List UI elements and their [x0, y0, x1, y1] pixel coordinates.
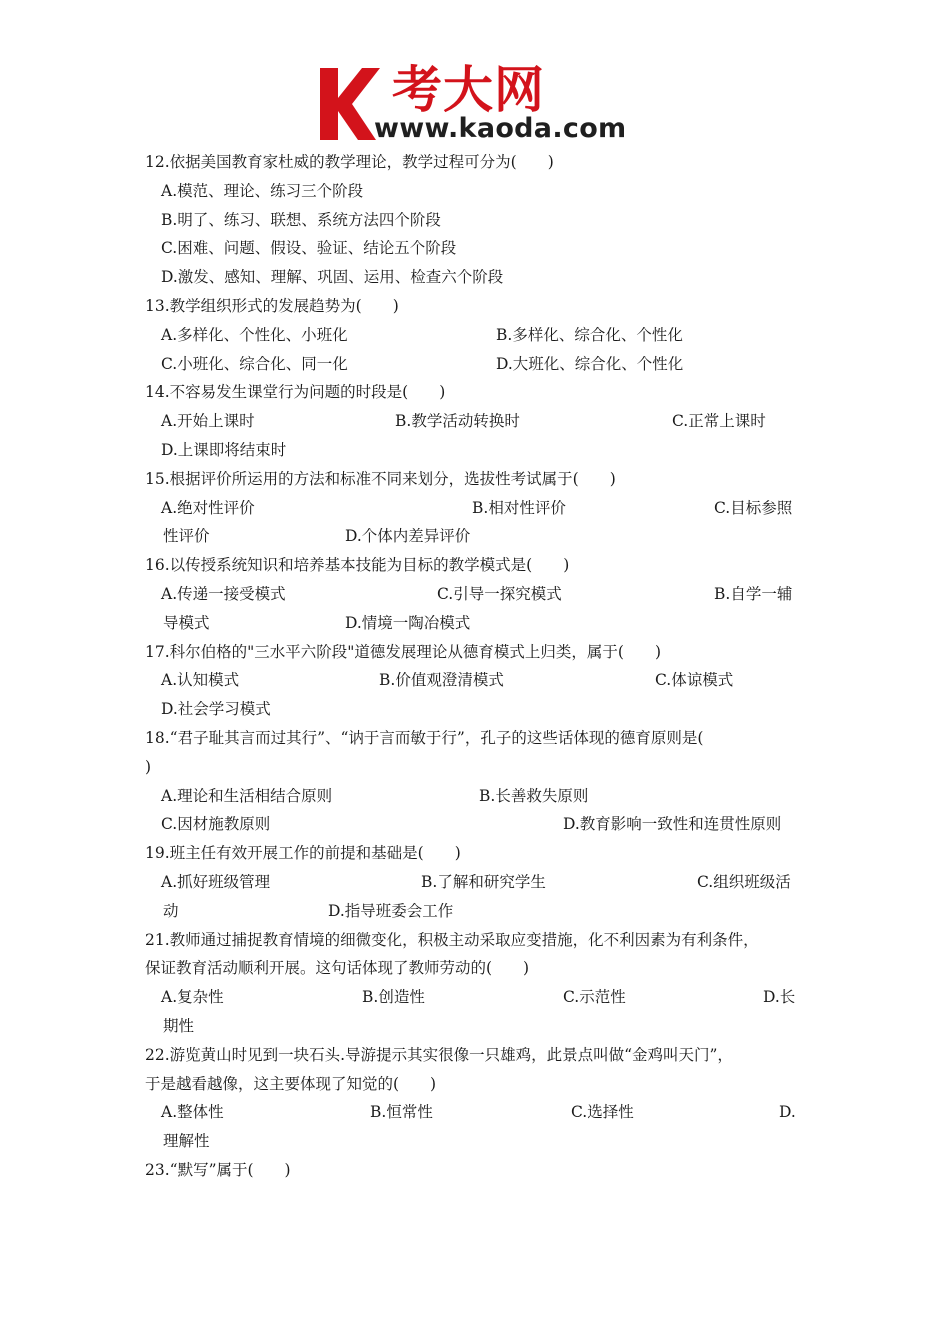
- q19-option-c: C.组织班级活: [697, 872, 791, 891]
- q13-option-a: A.多样化、个性化、小班化: [161, 325, 348, 344]
- q12-option-c: C.困难、问题、假设、验证、结论五个阶段: [161, 239, 457, 258]
- q14-options-row-1: [145, 407, 800, 436]
- q15-options-row-2: [145, 522, 800, 551]
- q14-option-c: C.正常上课时: [672, 412, 766, 431]
- q16-option-b-cont: 导模式: [163, 613, 210, 632]
- q16-options-row-2: [145, 609, 800, 638]
- q15-option-c-cont: 性评价: [163, 527, 210, 546]
- q18-options-row-1: [145, 782, 800, 811]
- q21-option-a: A.复杂性: [161, 988, 224, 1007]
- q14-option-b: B.教学活动转换时: [395, 412, 520, 431]
- q21-option-b: B.创造性: [362, 988, 425, 1007]
- q19-option-d: D.指导班委会工作: [328, 901, 454, 920]
- q22-option-c: C.选择性: [571, 1103, 634, 1122]
- q14-option-d: D.上课即将结束时: [161, 440, 287, 459]
- q17-option-b: B.价值观澄清模式: [379, 671, 504, 690]
- q16-option-b: B.自学一辅: [714, 584, 793, 603]
- logo-url[interactable]: www.kaoda.com: [374, 113, 627, 144]
- q13-options-row-1: [145, 321, 800, 350]
- q15-option-d: D.个体内差异评价: [345, 527, 471, 546]
- question-12: 12.依据美国教育家杜威的教学理论，教学过程可分为( ): [145, 153, 554, 171]
- q15-option-c: C.目标参照: [714, 498, 793, 517]
- q15-options-row-1: [145, 494, 800, 523]
- q14-option-a: A.开始上课时: [161, 412, 255, 431]
- q22-option-a: A.整体性: [161, 1103, 224, 1122]
- q18-option-b: B.长善救失原则: [479, 786, 589, 805]
- q12-option-d: D.激发、感知、理解、巩固、运用、检查六个阶段: [161, 268, 504, 287]
- question-14: 14.不容易发生课堂行为问题的时段是( ): [145, 383, 446, 402]
- q16-option-c: C.引导一探究模式: [437, 584, 562, 603]
- question-22-cont: 于是越看越像，这主要体现了知觉的( ): [145, 1074, 437, 1093]
- q17-option-d: D.社会学习模式: [161, 700, 271, 719]
- q22-options-row-1: [145, 1098, 800, 1127]
- q16-option-a: A.传递一接受模式: [161, 584, 286, 603]
- q22-option-d-cont: 理解性: [163, 1132, 210, 1151]
- question-18-cont: ): [145, 757, 152, 776]
- q19-options-row-1: [145, 868, 800, 897]
- q18-option-d: D.教育影响一致性和连贯性原则: [563, 815, 782, 834]
- question-22: 22.游览黄山时见到一块石头.导游提示其实很像一只雄鸡，此景点叫做“金鸡叫天门”，: [145, 1045, 733, 1064]
- question-19: 19.班主任有效开展工作的前提和基础是( ): [145, 844, 461, 863]
- q17-option-a: A.认知模式: [161, 671, 240, 690]
- q17-options-row-1: [145, 666, 800, 695]
- question-21: 21.教师通过捕捉教育情境的细微变化，积极主动采取应变措施，化不利因素为有利条件，: [145, 930, 759, 949]
- q13-option-b: B.多样化、综合化、个性化: [496, 325, 683, 344]
- q13-option-c: C.小班化、综合化、同一化: [161, 354, 348, 373]
- q19-options-row-2: [145, 897, 800, 926]
- q21-option-c: C.示范性: [563, 988, 626, 1007]
- question-21-cont: 保证教育活动顺利开展。这句话体现了教师劳动的( ): [145, 959, 530, 978]
- q21-option-d: D.长: [763, 988, 796, 1007]
- q13-options-row-2: [145, 350, 800, 379]
- q22-option-b: B.恒常性: [370, 1103, 433, 1122]
- q17-option-c: C.体谅模式: [655, 671, 734, 690]
- q13-option-d: D.大班化、综合化、个性化: [496, 354, 684, 373]
- q12-option-b: B.明了、练习、联想、系统方法四个阶段: [161, 210, 441, 229]
- q21-options-row-1: [145, 983, 800, 1012]
- question-18: 18.“君子耻其言而过其行”、“讷于言而敏于行”，孔子的这些话体现的德育原则是(: [145, 728, 704, 747]
- q21-option-d-cont: 期性: [163, 1016, 195, 1035]
- k-logo-icon: [318, 64, 382, 144]
- question-17: 17.科尔伯格的"三水平六阶段"道德发展理论从德育模式上归类，属于( ): [145, 642, 662, 661]
- logo-name: 考大网: [392, 61, 545, 119]
- question-16: 16.以传授系统知识和培养基本技能为目标的教学模式是( ): [145, 556, 570, 575]
- kaoda-logo[interactable]: [318, 62, 648, 148]
- q16-option-d: D.情境一陶冶模式: [345, 613, 471, 632]
- question-13: 13.教学组织形式的发展趋势为( ): [145, 296, 399, 315]
- q15-option-b: B.相对性评价: [472, 498, 566, 517]
- q16-options-row-1: [145, 580, 800, 609]
- q15-option-a: A.绝对性评价: [161, 498, 255, 517]
- q19-option-c-cont: 动: [163, 901, 179, 920]
- question-15: 15.根据评价所运用的方法和标准不同来划分，选拔性考试属于( ): [145, 469, 616, 488]
- q12-option-a: A.模范、理论、练习三个阶段: [161, 181, 364, 200]
- q22-option-d: D.: [779, 1103, 796, 1122]
- question-list: [145, 148, 800, 1185]
- q18-option-c: C.因材施教原则: [161, 815, 271, 834]
- q19-option-a: A.抓好班级管理: [161, 872, 271, 891]
- q18-option-a: A.理论和生活相结合原则: [161, 786, 333, 805]
- q18-options-row-2: [145, 810, 800, 839]
- question-23: 23.“默写”属于( ): [145, 1160, 291, 1179]
- q19-option-b: B.了解和研究学生: [421, 872, 546, 891]
